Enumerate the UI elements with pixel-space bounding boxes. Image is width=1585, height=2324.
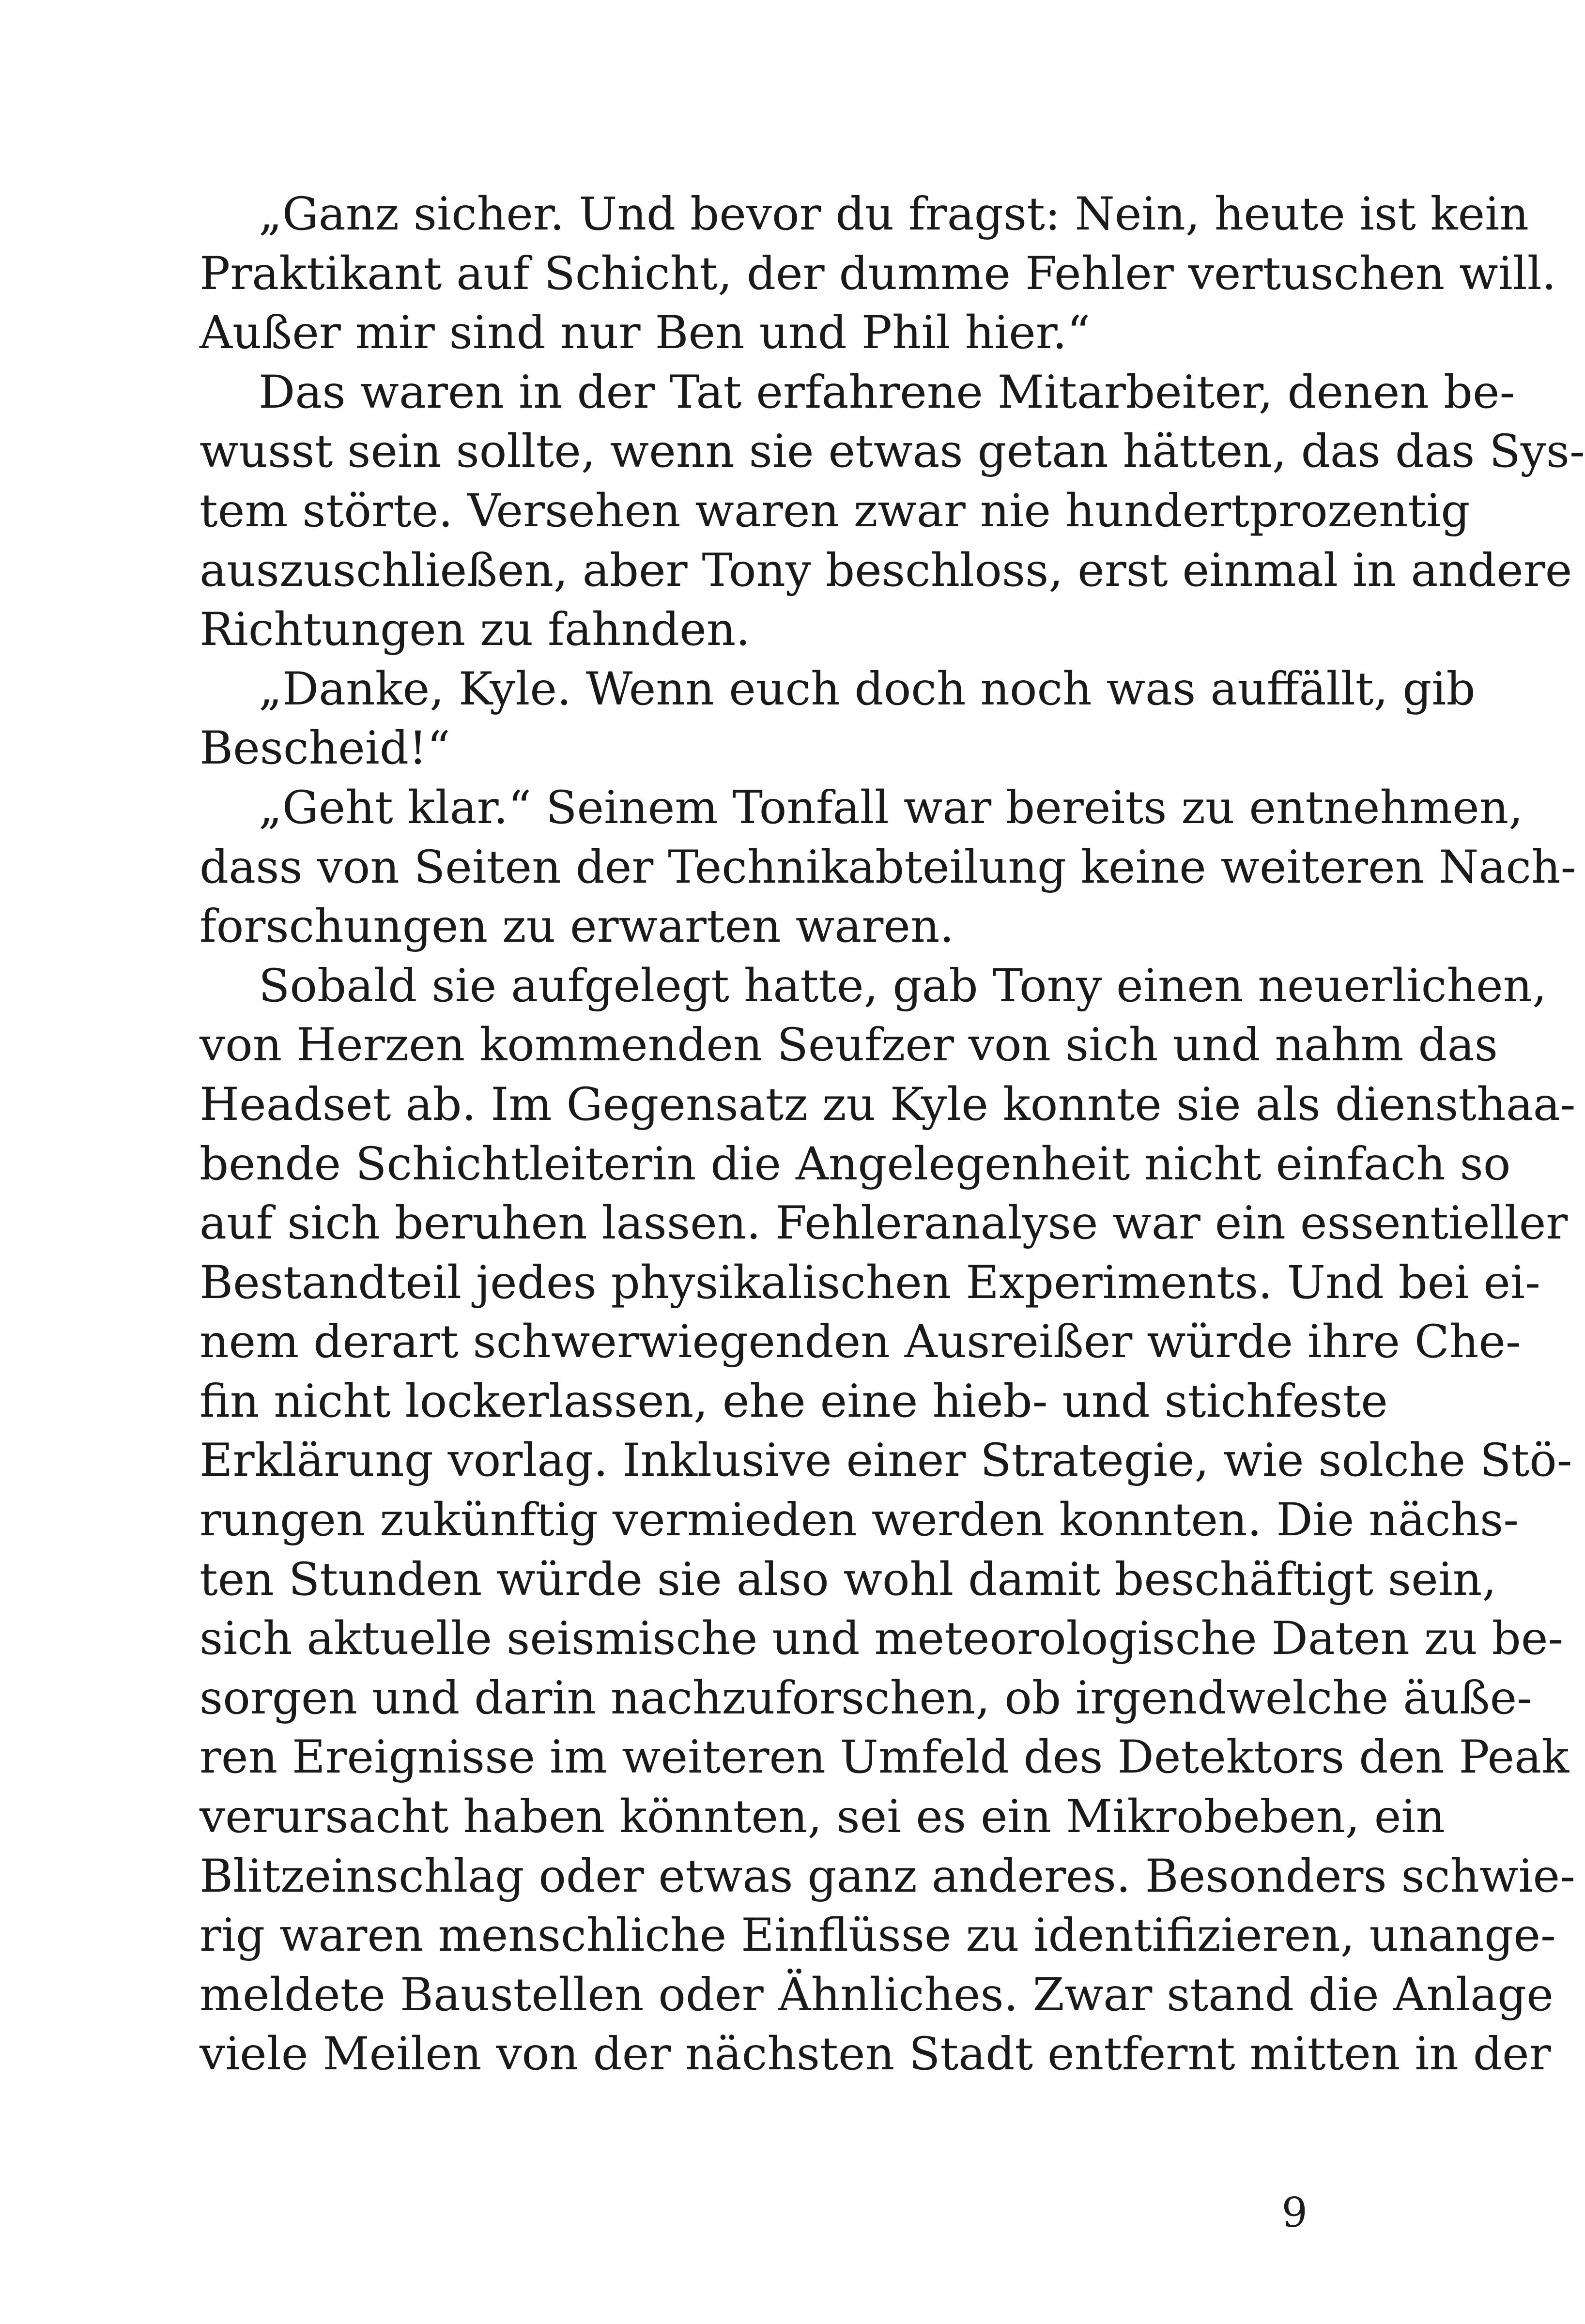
- text-line: auf sich beruhen lassen. Fehleranalyse war ein essentieller: [200, 1197, 1568, 1250]
- text-line: Praktikant auf Schicht, der dumme Fehler vertuschen will.: [200, 247, 1556, 300]
- text-line: „Geht klar.“ Seinem Tonfall war bereits zu entnehmen,: [259, 781, 1523, 834]
- text-line: Blitzeinschlag oder etwas ganz anderes. Besonders schwie-: [200, 1850, 1575, 1903]
- text-line: Außer mir sind nur Ben und Phil hier.“: [200, 306, 1091, 360]
- text-line: verursacht haben könnten, sei es ein Mikrobeben, ein: [200, 1790, 1446, 1844]
- text-line: Richtungen zu fahnden.: [200, 603, 751, 657]
- text-line: Bestandteil jedes physikalischen Experiments. Und bei ei-: [200, 1256, 1540, 1309]
- text-line: ren Ereignisse im weiteren Umfeld des Detektors den Peak: [200, 1731, 1570, 1784]
- text-line: Das waren in der Tat erfahrene Mitarbeiter, denen be-: [259, 366, 1515, 419]
- text-line: ten Stunden würde sie also wohl damit beschäftigt sein,: [200, 1553, 1497, 1606]
- text-line: tem störte. Versehen waren zwar nie hundertprozentig: [200, 484, 1470, 537]
- text-line: viele Meilen von der nächsten Stadt entfernt mitten in der: [200, 2028, 1551, 2081]
- text-line: rig waren menschliche Einflüsse zu identifizieren, unange-: [200, 1909, 1556, 1962]
- text-line: bende Schichtleiterin die Angelegenheit nicht einfach so: [200, 1137, 1511, 1191]
- text-line: rungen zukünftig vermieden werden konnten. Die nächs-: [200, 1494, 1519, 1547]
- text-line: von Herzen kommenden Seufzer von sich und nahm das: [200, 1019, 1498, 1072]
- text-line: forschungen zu erwarten waren.: [200, 900, 954, 953]
- text-line: sorgen und darin nachzuforschen, ob irgendwelche äuße-: [200, 1671, 1533, 1725]
- text-line: Erklärung vorlag. Inklusive einer Strategie, wie solche Stö-: [200, 1434, 1572, 1487]
- text-line: meldete Baustellen oder Ähnliches. Zwar stand die Anlage: [200, 1968, 1554, 2021]
- text-line: auszuschließen, aber Tony beschloss, erst einmal in andere: [200, 544, 1572, 597]
- text-line: fin nicht lockerlassen, ehe eine hieb- und stichfeste: [200, 1375, 1388, 1428]
- text-line: „Danke, Kyle. Wenn euch doch noch was auffällt, gib: [259, 662, 1476, 716]
- text-line: nem derart schwerwiegenden Ausreißer würde ihre Che-: [200, 1315, 1521, 1369]
- text-line: dass von Seiten der Technikabteilung keine weiteren Nach-: [200, 841, 1576, 894]
- body-text: [200, 185, 1585, 2084]
- text-line: „Ganz sicher. Und bevor du fragst: Nein, heute ist kein: [259, 188, 1529, 241]
- text-line: sich aktuelle seismische und meteorologische Daten zu be-: [200, 1612, 1564, 1666]
- text-line: Bescheid!“: [200, 722, 450, 775]
- text-line: wusst sein sollte, wenn sie etwas getan hätten, das das Sys-: [200, 425, 1585, 478]
- text-line: Sobald sie aufgelegt hatte, gab Tony einen neuerlichen,: [259, 959, 1547, 1012]
- text-line: Headset ab. Im Gegensatz zu Kyle konnte sie als diensthaa-: [200, 1078, 1576, 1131]
- page-number: 9: [1281, 2189, 1308, 2236]
